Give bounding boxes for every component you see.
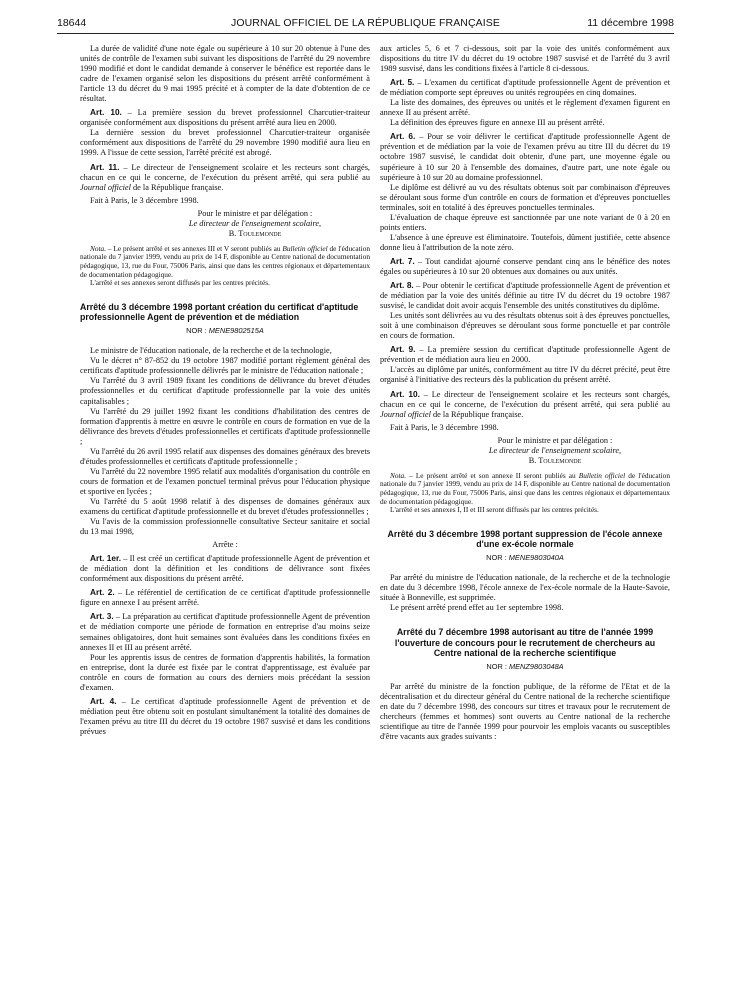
visa: Vu le décret n° 87-852 du 19 octobre 1987 modifié portant règlement général des certificats d'aptitude professionnelle délivrés par le ministre de l'éducation nationale ;	[80, 356, 370, 376]
article-label: Art. 3.	[90, 611, 114, 622]
article-text: de la République française.	[430, 409, 524, 419]
article-text: – La préparation au certificat d'aptitude professionnelle Agent de prévention et de médiation comporte une période de formation en entreprise d'au moins seize semaines obligatoires, dont huit semaines sont évaluées dans les conditions fixées en annexes II et III au présent arrêté.	[80, 612, 370, 652]
paragraph: aux articles 5, 6 et 7 ci-dessous, soit par la voie des unités conformément aux dispositions du titre IV du décret du 19 octobre 1987 susvisé et de l'arrêté du 3 avril 1989 susvisé, dans les conditions fixées à l'article 8 ci-dessous.	[380, 44, 670, 74]
signature-name: B. Toulemonde	[228, 228, 282, 238]
journal-title: JOURNAL OFFICIEL DE LA RÉPUBLIQUE FRANÇAISE	[231, 17, 500, 29]
article-text: – Pour se voir délivrer le certificat d'aptitude professionnelle Agent de prévention et de médiation par la voie de l'examen prévu au titre III du décret du 19 octobre 1987 susvisé, le candidat doit obtenir, d'une part, une moyenne égale ou supérieure à 10 sur 20 à l'ensemble des domaines, d'autre part, une note égale ou supérieure à 10 sur 20 au domaine professionnel.	[380, 132, 670, 182]
bulletin-ref: Bulletin officiel	[578, 470, 626, 480]
article-3	[80, 611, 370, 652]
issue-date: 11 décembre 1998	[587, 17, 674, 29]
article-10	[380, 389, 670, 420]
nor-label: NOR :	[186, 326, 209, 336]
article-8	[380, 280, 670, 311]
visa: Le ministre de l'éducation nationale, de la recherche et de la technologie,	[90, 346, 332, 356]
visa: Vu l'arrêté du 29 juillet 1992 fixant les conditions d'habilitation des centres de formation d'apprentis à mettre en œuvre le contrôle en cours de formation en vue de la délivrance des brevets d'études professionnelles et certificats d'aptitude professionnelle ;	[80, 406, 370, 446]
paragraph: L'accès au diplôme par unités, conformément au titre IV du décret précité, peut être organisé à l'initiative des recteurs dès la publication du présent arrêté.	[380, 365, 670, 385]
header-rule	[57, 33, 674, 34]
nor-reference	[80, 326, 370, 336]
article-text: – Il est créé un certificat d'aptitude professionnelle Agent de prévention et de médiation dont la définition et les conditions de délivrance sont fixées conformément aux dispositions du présent arrêté.	[80, 554, 370, 584]
signature-role: Le directeur de l'enseignement scolaire,	[188, 218, 322, 228]
left-column	[80, 44, 370, 984]
decree-title: Arrêté du 3 décembre 1998 portant suppression de l'école annexe d'une ex-école normale	[387, 528, 663, 549]
article-5	[380, 77, 670, 98]
visa: Vu l'arrêté du 26 avril 1995 relatif aux dispenses des domaines généraux des brevets d'études professionnelles et certificats d'aptitude professionnelle ;	[80, 446, 370, 466]
paragraph: Par arrêté du ministre de l'éducation nationale, de la recherche et de la technologie en date du 3 décembre 1998, l'école annexe de l'ex-école normale de la Haute-Savoie, située à Bonneville, est supprimée.	[380, 573, 670, 603]
nor-code: MENE9802515A	[208, 326, 264, 336]
arrete-heading: Arrête :	[212, 540, 238, 550]
article-2	[80, 587, 370, 608]
nor-label: NOR :	[486, 662, 509, 672]
paragraph: La dernière session du brevet professionnel Charcutier-traiteur organisée conformément aux dispositions de l'arrêté du 29 novembre 1990 modifié aura lieu en 1999. A l'issue de cette session, l'arrêté précité est abrogé.	[80, 128, 370, 158]
decree-title: Arrêté du 7 décembre 1998 autorisant au titre de l'année 1999 l'ouverture de concours pour le recrutement de chercheurs au Centre national de la recherche scientifique	[394, 627, 656, 658]
paragraph: La liste des domaines, des épreuves ou unités et le règlement d'examen figurent en annexe II au présent arrêté.	[380, 98, 670, 118]
article-label: Art. 9.	[390, 344, 416, 355]
article-label: Art. 1er.	[90, 553, 122, 564]
article-label: Art. 2.	[90, 587, 115, 598]
decree-title: Arrêté du 3 décembre 1998 portant création du certificat d'aptitude professionnelle Agent de prévention et de médiation	[80, 301, 359, 323]
nor-code: MENZ9803048A	[508, 662, 564, 672]
nota-text: de l'éducation nationale du 7 janvier 1999, vendu au prix de 14 F, disponible au Centre national de documentation pédagogique, 13, rue du Four, 75006 Paris, ainsi que dans les centres régionaux et départementaux de documentation pédagogique.	[380, 470, 670, 506]
article-9	[380, 344, 670, 365]
paragraph: Le présent arrêté prend effet au 1er septembre 1998.	[390, 603, 564, 613]
article-7	[380, 256, 670, 277]
article-label: Art. 7.	[390, 255, 415, 266]
article-text: – Le référentiel de certification de ce certificat d'aptitude professionnelle figure en annexe I au présent arrêté.	[80, 588, 370, 608]
nota	[80, 245, 370, 279]
paragraph: L'évaluation de chaque épreuve est sanctionnée par une note variant de 0 à 20 en points entiers.	[380, 212, 670, 232]
article-label: Art. 8.	[390, 280, 414, 291]
paragraph: Le diplôme est délivré au vu des résultats obtenus soit par combinaison d'épreuves se déroulant sous forme d'un contrôle en cours de formation et d'épreuves ponctuelles terminales, soit en totalité à des épreuves ponctuelles terminales.	[380, 182, 670, 212]
article-11	[80, 162, 370, 193]
page-number: 18644	[57, 17, 87, 29]
nor-reference	[380, 553, 670, 563]
nota-text: – Le présent arrêté et ses annexes III et V seront publiés au	[106, 243, 283, 253]
nor-reference	[380, 662, 670, 672]
article-6	[380, 131, 670, 182]
paragraph: La définition des épreuves figure en annexe III au présent arrêté.	[390, 118, 605, 128]
bulletin-ref: Bulletin officiel	[282, 243, 328, 253]
right-column	[380, 44, 670, 984]
nor-code: MENE9803040A	[508, 553, 564, 563]
paragraph: Par arrêté du ministre de la fonction publique, de la réforme de l'Etat et de la décentralisation et du directeur général du Centre national de la recherche scientifique en date du 7 décembre 1998, des concours sur titres et travaux pour le recrutement de chercheurs (femmes et hommes) sont ouverts au Centre national de la recherche scientifique au titre de l'année 1999 pour pourvoir les emplois vacants ou susceptibles d'être vacants aux grades suivants :	[380, 682, 670, 742]
nota-diffusion: L'arrêté et ses annexes I, II et III seront diffusés par les centres précités.	[390, 505, 599, 515]
nor-label: NOR :	[486, 553, 509, 563]
article-text: – Le directeur de l'enseignement scolaire et les recteurs sont chargés, chacun en ce qui le concerne, de l'exécution du présent arrêté, qui sera publié au	[80, 162, 370, 182]
signature-line: Pour le ministre et par délégation :	[197, 208, 313, 218]
paragraph: Pour les apprentis issus de centres de formation d'apprentis habilités, la formation en entreprise, dont la durée est fixée par le contrat d'apprentissage, est évaluée par contrôle en cours de formation au cours des derniers mois précédant la session d'examen.	[80, 652, 370, 692]
article-text: – Tout candidat ajourné conserve pendant cinq ans le bénéfice des notes égales ou supérieures à 10 sur 20 obtenues aux domaines ou aux unités.	[380, 256, 670, 276]
article-label: Art. 6.	[390, 131, 416, 142]
article-text: – Le certificat d'aptitude professionnelle Agent de prévention et de médiation peut être obtenu soit en postulant simultanément la totalité des domaines de l'examen prévu au titre III du décret du 19 octobre 1987 susvisé et dans les conditions prévues	[80, 696, 370, 736]
article-label: Art. 5.	[390, 77, 415, 88]
article-text: – La première session du brevet professionnel Charcutier-traiteur organisée conformément aux dispositions du présent arrêté aura lieu en 2000.	[80, 108, 370, 128]
nota	[380, 472, 670, 506]
nota-diffusion: L'arrêté et ses annexes seront diffusés par les centres précités.	[90, 278, 270, 288]
nota-text: – Le présent arrêté et son annexe II seront publiés au	[406, 470, 579, 480]
article-label: Art. 4.	[90, 695, 117, 706]
paragraph: L'absence à une épreuve est éliminatoire. Toutefois, dûment justifiée, cette absence donne lieu à l'attribution de la note zéro.	[380, 232, 670, 252]
journal-ref: Journal officiel	[80, 182, 131, 192]
journal-ref: Journal officiel	[380, 409, 431, 419]
signature-line: Pour le ministre et par délégation :	[497, 435, 613, 445]
visa: Vu l'arrêté du 3 avril 1989 fixant les conditions de délivrance du brevet d'études professionnelles et du certificat d'aptitude professionnelle par la voie des unités capitalisables ;	[80, 376, 370, 406]
article-text: – La première session du certificat d'aptitude professionnelle Agent de prévention et de médiation aura lieu en 2000.	[380, 345, 670, 365]
article-text: – Pour obtenir le certificat d'aptitude professionnelle Agent de prévention et de médiation par la voie des unités définie au titre IV du décret du 19 octobre 1987 susvisé, le candidat doit avoir acquis l'ensemble des unités constitutives du diplôme.	[380, 281, 670, 311]
nota-text: de l'éducation nationale du 7 janvier 1999, vendu au prix de 14 F, disponible au Centre national de documentation pédagogique, 13, rue du Four, 75006 Paris, ainsi que dans les centres régionaux et départementaux de documentation pédagogique.	[80, 243, 370, 279]
article-text: – L'examen du certificat d'aptitude professionnelle Agent de prévention et de médiation comporte sept épreuves ou unités regroupées en cinq domaines.	[380, 78, 670, 98]
fait-a-paris: Fait à Paris, le 3 décembre 1998.	[390, 422, 499, 432]
fait-a-paris: Fait à Paris, le 3 décembre 1998.	[90, 195, 199, 205]
visa: Vu l'avis de la commission professionnelle consultative Secteur sanitaire et social du 13 mai 1998,	[80, 517, 370, 537]
nota-label: Nota.	[390, 470, 407, 480]
article-4	[80, 696, 370, 737]
signature-role: Le directeur de l'enseignement scolaire,	[488, 445, 622, 455]
article-label: Art. 10.	[390, 388, 420, 399]
signature-name: B. Toulemonde	[528, 455, 582, 465]
visa: Vu l'arrêté du 22 novembre 1995 relatif aux modalités d'organisation du contrôle en cours de formation et de l'examen ponctuel terminal prévus pour l'éducation physique et sportive en lycées ;	[80, 466, 370, 496]
paragraph: La durée de validité d'une note égale ou supérieure à 10 sur 20 obtenue à l'une des unités de contrôle de l'examen subi suivant les dispositions de l'arrêté du 29 novembre 1990 modifié et dont le candidat demande à conserver le bénéfice est reportée dans le cadre de l'examen organisé selon les dispositions du présent arrêté conformément à l'article 13 du décret du 9 mai 1995 précité et à compter de la date d'obtention de ce résultat.	[80, 44, 370, 104]
visa: Vu l'arrêté du 5 août 1998 relatif à des dispenses de domaines généraux aux examens du certificat d'aptitude professionnelle et du brevet d'études professionnelles ;	[80, 496, 370, 517]
paragraph: Les unités sont délivrées au vu des résultats obtenus soit à des épreuves ponctuelles, soit à une combinaison d'épreuves se déroulant sous forme ponctuelle et par contrôle en cours de formation.	[380, 311, 670, 341]
article-1	[80, 553, 370, 584]
nota-label: Nota.	[90, 243, 107, 253]
page-header	[0, 0, 731, 36]
article-text: – Le directeur de l'enseignement scolaire et les recteurs sont chargés, chacun en ce qui le concerne, de l'exécution du présent arrêté, qui sera publié au	[380, 389, 670, 409]
article-label: Art. 10.	[90, 107, 122, 118]
article-text: de la République française.	[130, 182, 224, 192]
article-10	[80, 107, 370, 128]
article-label: Art. 11.	[90, 161, 120, 172]
